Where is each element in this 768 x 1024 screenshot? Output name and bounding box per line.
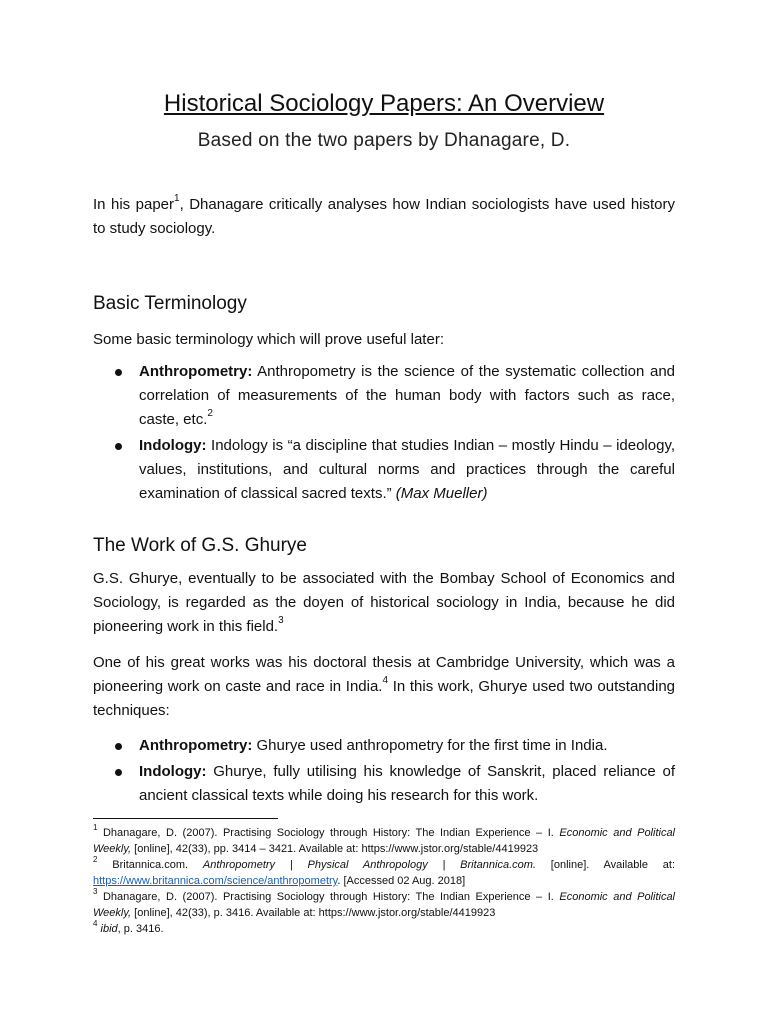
- britannica-link[interactable]: https://www.britannica.com/science/anthropometry: [93, 875, 338, 887]
- bullet-icon: [115, 769, 122, 776]
- ghurye-techniques-list: [93, 734, 675, 810]
- document-title: Historical Sociology Papers: An Overview: [163, 90, 605, 117]
- footnote-ref-2[interactable]: 2: [207, 408, 213, 419]
- footnote-ref-4[interactable]: 4: [382, 675, 389, 686]
- bullet-icon: [115, 443, 122, 450]
- footnote-ref-3[interactable]: 3: [278, 615, 284, 626]
- intro-paragraph: In his paper$^1$, Dhanagare critically analyses how Indian sociologists have used history to study sociology.: [93, 193, 675, 237]
- section-heading-ghurye: The Work of G.S. Ghurye: [93, 535, 308, 556]
- footnotes: [93, 825, 675, 937]
- bullet-icon: [115, 369, 122, 376]
- section-heading-basic-terminology: Basic Terminology: [93, 293, 247, 314]
- ghurye-paragraph-2: One of his great works was his doctoral thesis at Cambridge University, which was a pioneering work on caste and race in India.$^4$ In this work, Ghurye used two outstanding techniques:: [93, 654, 675, 719]
- terminology-list: [93, 360, 675, 508]
- document-subtitle: Based on the two papers by Dhanagare, D.: [197, 130, 571, 151]
- footnote-3: $^3$ Dhanagare, D. (2007). Practising Sociology through History: The Indian Experience – I. Economic and Political Weekly, [online], 42(33), p. 3416. Available at: https://www.jstor.org/stable/4419923: [93, 887, 676, 919]
- bullet-icon: [115, 743, 122, 750]
- footnote-separator: [93, 818, 278, 819]
- footnote-1: $^1$ Dhanagare, D. (2007). Practising Sociology through History: The Indian Experience – I. Economic and Political Weekly, [online], 42(33), pp. 3414 – 3421. Available at: https://www.jstor.org/stable/4419923: [93, 823, 676, 855]
- footnote-2: $^2$ Britannica.com. Anthropometry | Physical Anthropology | Britannica.com. [online]. Available at: https://www.britannica.com/science/anthropometry. [Accessed 02 Aug. 2018]: [93, 855, 676, 887]
- list-item: Indology: Indology is “a discipline that studies Indian – mostly Hindu – ideology, values, institutions, and cultural norms and practices through the careful examination of classical sacred texts.” (Max Mueller): [93, 434, 675, 506]
- footnote-4: $^4$ ibid, p. 3416.: [93, 919, 164, 935]
- list-item: Anthropometry: Anthropometry is the science of the systematic collection and correlation of measurements of the human body with factors such as race, caste, etc.$^2$: [93, 360, 675, 432]
- list-item: Indology: Ghurye, fully utilising his knowledge of Sanskrit, placed reliance of ancient classical texts while doing his research for this work.: [93, 760, 675, 808]
- list-item: Anthropometry: Ghurye used anthropometry for the first time in India.: [93, 734, 675, 758]
- ghurye-paragraph-1: G.S. Ghurye, eventually to be associated with the Bombay School of Economics and Sociology, is regarded as the doyen of historical sociology in India, because he did pioneering work in this field.$^3$: [93, 570, 675, 635]
- basic-terminology-lead: Some basic terminology which will prove useful later:: [93, 331, 444, 348]
- footnote-ref-1[interactable]: 1: [174, 193, 180, 204]
